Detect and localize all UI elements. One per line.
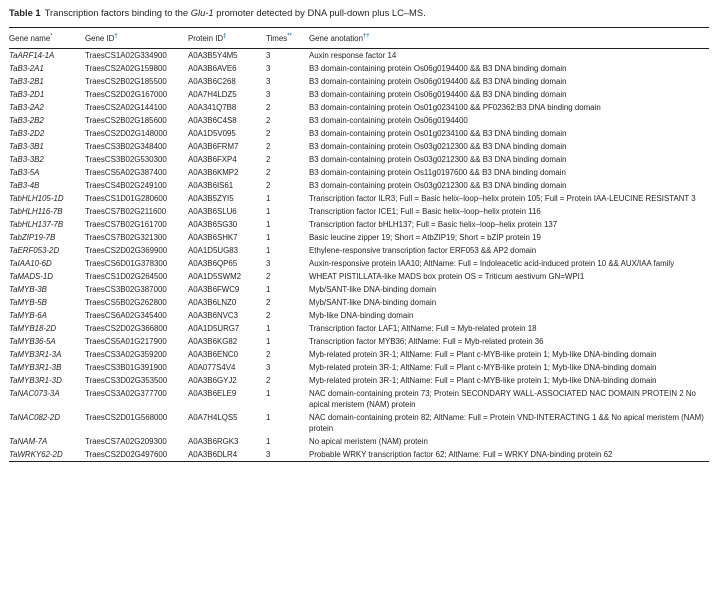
- cell-gene-id: TraesCS3B01G391900: [85, 363, 167, 372]
- cell-gene-id: TraesCS6A02G345400: [85, 311, 167, 320]
- table-row: [9, 166, 709, 179]
- cell-annotation: Basic leucine zipper 19; Short = AtbZIP19; Short = bZIP protein 19: [309, 233, 541, 242]
- cell-gene-id: TraesCS5A01G217900: [85, 337, 167, 346]
- cell-protein-id: A0A3B6GYJ2: [188, 376, 237, 385]
- cell-annotation: B3 domain-containing protein Os06g0194400 && B3 DNA binding domain: [309, 90, 567, 99]
- cell-times: 2: [266, 376, 271, 385]
- cell-annotation: WHEAT PISTILLATA-like MADS box protein OS = Triticum aestivum GN=WPI1: [309, 272, 585, 281]
- cell-times: 3: [266, 450, 271, 459]
- cell-times: 1: [266, 246, 271, 255]
- caption-gene: Glu-1: [190, 7, 214, 18]
- cell-annotation: B3 domain-containing protein Os06g0194400: [309, 116, 468, 125]
- header-gene-name: Gene name*: [9, 32, 53, 43]
- table-row: [9, 374, 709, 387]
- cell-times: 2: [266, 350, 271, 359]
- cell-gene-id: TraesCS3A02G377700: [85, 389, 167, 398]
- cell-protein-id: A0A341Q7B8: [188, 103, 237, 112]
- table-row: [9, 411, 709, 435]
- cell-protein-id: A0A077S4V4: [188, 363, 236, 372]
- cell-protein-id: A0A3B6ELE9: [188, 389, 237, 398]
- table-row: [9, 114, 709, 127]
- cell-times: 3: [266, 77, 271, 86]
- table-row: [9, 49, 709, 63]
- table-row: [9, 361, 709, 374]
- cell-protein-id: A0A3B6DLR4: [188, 450, 238, 459]
- cell-gene-id: TraesCS3B02G530300: [85, 155, 167, 164]
- cell-gene-id: TraesCS2A02G144100: [85, 103, 167, 112]
- cell-annotation: B3 domain-containing protein Os03g0212300 && B3 DNA binding domain: [309, 142, 567, 151]
- table-row: [9, 448, 709, 462]
- table-row: [9, 257, 709, 270]
- cell-annotation: Auxin response factor 14: [309, 51, 397, 60]
- cell-gene-name: TaERF053-2D: [9, 246, 60, 255]
- cell-protein-id: A0A3B6SG30: [188, 220, 238, 229]
- cell-gene-name: TabZIP19-7B: [9, 233, 56, 242]
- cell-annotation: Transcription factor ICE1; Full = Basic helix–loop–helix protein 116: [309, 207, 541, 216]
- cell-gene-name: TaMYB36-5A: [9, 337, 56, 346]
- table-row: [9, 88, 709, 101]
- cell-gene-id: TraesCS2D01G568000: [85, 413, 168, 422]
- cell-gene-name: TaB3-5A: [9, 168, 40, 177]
- cell-gene-id: TraesCS2B02G185600: [85, 116, 167, 125]
- cell-annotation: B3 domain-containing protein Os03g0212300 && B3 DNA binding domain: [309, 181, 567, 190]
- cell-gene-name: TaB3-2D2: [9, 129, 45, 138]
- cell-gene-id: TraesCS3B02G387000: [85, 285, 167, 294]
- table-row: [9, 270, 709, 283]
- cell-times: 3: [266, 64, 271, 73]
- cell-gene-name: TaMYB-3B: [9, 285, 47, 294]
- cell-protein-id: A0A7H4LQS5: [188, 413, 238, 422]
- cell-annotation: NAC domain-containing protein 73; Protein SECONDARY WALL-ASSOCIATED NAC DOMAIN PROTEIN 2 No apical meristem (NAM) protein: [309, 389, 696, 409]
- cell-times: 1: [266, 389, 271, 398]
- cell-annotation: B3 domain-containing protein Os06g0194400 && B3 DNA binding domain: [309, 64, 567, 73]
- table-row: [9, 348, 709, 361]
- cell-gene-name: TabHLH137-7B: [9, 220, 64, 229]
- cell-gene-id: TraesCS3B02G348400: [85, 142, 167, 151]
- table-caption: [9, 7, 709, 19]
- cell-gene-id: TraesCS2D02G148000: [85, 129, 168, 138]
- cell-gene-id: TraesCS3A02G359200: [85, 350, 167, 359]
- cell-times: 2: [266, 298, 271, 307]
- cell-times: 2: [266, 103, 271, 112]
- cell-annotation: Myb/SANT-like DNA-binding domain: [309, 298, 437, 307]
- cell-annotation: B3 domain-containing protein Os06g0194400 && B3 DNA binding domain: [309, 77, 567, 86]
- cell-gene-name: TaB3-2D1: [9, 90, 45, 99]
- cell-times: 1: [266, 337, 271, 346]
- cell-protein-id: A0A3B6SHK7: [188, 233, 238, 242]
- cell-times: 2: [266, 168, 271, 177]
- cell-times: 2: [266, 116, 271, 125]
- table-row: [9, 283, 709, 296]
- cell-gene-name: TaB3-3B1: [9, 142, 44, 151]
- cell-gene-name: TaMYB-6A: [9, 311, 47, 320]
- cell-times: 2: [266, 272, 271, 281]
- cell-annotation: Transcription factor ILR3; Full = Basic helix–loop–helix protein 105; Full = Protein IAA-LEUCINE RESISTANT 3: [309, 194, 696, 203]
- cell-protein-id: A0A3B6C4S8: [188, 116, 237, 125]
- cell-annotation: Myb-related protein 3R-1; AltName: Full = Plant c-MYB-like protein 1; Myb-like DNA-binding domain: [309, 363, 657, 372]
- cell-gene-name: TabHLH116-7B: [9, 207, 63, 216]
- cell-times: 3: [266, 90, 271, 99]
- cell-protein-id: A0A3B6NVC3: [188, 311, 239, 320]
- cell-gene-name: TaNAM-7A: [9, 437, 48, 446]
- table-row: [9, 153, 709, 166]
- cell-times: 3: [266, 51, 271, 60]
- cell-protein-id: A0A3B6QP65: [188, 259, 238, 268]
- cell-protein-id: A0A3B6KG82: [188, 337, 238, 346]
- cell-gene-id: TraesCS2A02G159800: [85, 64, 167, 73]
- cell-times: 1: [266, 413, 271, 422]
- cell-protein-id: A0A3B6RGK3: [188, 437, 239, 446]
- cell-protein-id: A0A3B6FWC9: [188, 285, 240, 294]
- cell-times: 1: [266, 285, 271, 294]
- table-row: [9, 322, 709, 335]
- cell-times: 1: [266, 194, 271, 203]
- cell-gene-name: TaWRKY62-2D: [9, 450, 63, 459]
- cell-annotation: Transcription factor LAF1; AltName: Full = Myb-related protein 18: [309, 324, 537, 333]
- cell-annotation: Myb-related protein 3R-1; AltName: Full = Plant c-MYB-like protein 1; Myb-like DNA-binding domain: [309, 376, 657, 385]
- table-row: [9, 179, 709, 192]
- cell-gene-name: TaIAA10-6D: [9, 259, 52, 268]
- cell-protein-id: A0A7H4LDZ5: [188, 90, 237, 99]
- cell-gene-id: TraesCS2B02G185500: [85, 77, 167, 86]
- cell-times: 2: [266, 181, 271, 190]
- cell-gene-id: TraesCS1D02G264500: [85, 272, 168, 281]
- cell-protein-id: A0A3B5Y4M5: [188, 51, 238, 60]
- cell-times: 1: [266, 324, 271, 333]
- cell-annotation: Auxin-responsive protein IAA10; AltName: Full = Indoleacetic acid-induced protein 10 && AUX/IAA family: [309, 259, 675, 268]
- header-times: Times**: [266, 32, 292, 43]
- cell-gene-id: TraesCS2D02G167000: [85, 90, 168, 99]
- cell-gene-id: TraesCS7B02G321300: [85, 233, 167, 242]
- table-row: [9, 387, 709, 411]
- cell-annotation: B3 domain-containing protein Os01g0234100 && B3 DNA binding domain: [309, 129, 567, 138]
- cell-gene-name: TaNAC073-3A: [9, 389, 60, 398]
- cell-protein-id: A0A3B6ENC0: [188, 350, 239, 359]
- cell-times: 1: [266, 207, 271, 216]
- cell-annotation: Ethylene-responsive transcription factor ERF053 && AP2 domain: [309, 246, 537, 255]
- cell-annotation: Probable WRKY transcription factor 62; AltName: Full = WRKY DNA-binding protein 62: [309, 450, 613, 459]
- cell-annotation: Transcription factor MYB36; AltName: Full = Myb-related protein 36: [309, 337, 544, 346]
- table-label: Table 1: [9, 7, 41, 18]
- cell-protein-id: A0A3B6FXP4: [188, 155, 237, 164]
- table-row: [9, 296, 709, 309]
- caption-text-pre: Transcription factors binding to the: [44, 7, 191, 18]
- table-row: [9, 218, 709, 231]
- cell-gene-name: TaMYB18-2D: [9, 324, 57, 333]
- cell-annotation: B3 domain-containing protein Os03g0212300 && B3 DNA binding domain: [309, 155, 567, 164]
- cell-gene-id: TraesCS2D02G369900: [85, 246, 168, 255]
- cell-gene-id: TraesCS5A02G387400: [85, 168, 167, 177]
- cell-times: 3: [266, 363, 271, 372]
- cell-times: 2: [266, 311, 271, 320]
- cell-gene-id: TraesCS7A02G209300: [85, 437, 167, 446]
- cell-annotation: Myb/SANT-like DNA-binding domain: [309, 285, 437, 294]
- cell-times: 2: [266, 129, 271, 138]
- cell-gene-name: TaMYB3R1-3D: [9, 376, 62, 385]
- caption-text-post: promoter detected by DNA pull-down plus LC–MS.: [213, 7, 426, 18]
- cell-annotation: B3 domain-containing protein Os01g0234100 && PF02362:B3 DNA binding domain: [309, 103, 601, 112]
- cell-gene-name: TaB3-2B2: [9, 116, 44, 125]
- cell-times: 2: [266, 142, 271, 151]
- header-protein-id: Protein ID‡: [188, 32, 227, 43]
- cell-times: 1: [266, 437, 271, 446]
- cell-gene-name: TaARF14-1A: [9, 51, 55, 60]
- table-row: [9, 309, 709, 322]
- cell-times: 1: [266, 233, 271, 242]
- cell-annotation: Myb-related protein 3R-1; AltName: Full = Plant c-MYB-like protein 1; Myb-like DNA-binding domain: [309, 350, 657, 359]
- table-row: [9, 192, 709, 205]
- table-row: [9, 62, 709, 75]
- table-row: [9, 127, 709, 140]
- table-row: [9, 244, 709, 257]
- cell-annotation: Transcription factor bHLH137; Full = Basic helix–loop–helix protein 137: [309, 220, 558, 229]
- cell-gene-id: TraesCS4B02G249100: [85, 181, 167, 190]
- cell-protein-id: A0A3B6AVE6: [188, 64, 237, 73]
- cell-annotation: NAC domain-containing protein 82; AltName: Full = Protein VND-INTERACTING 1 && No apical meristem (NAM) protein: [309, 413, 704, 433]
- cell-protein-id: A0A3B6LNZ0: [188, 298, 237, 307]
- cell-gene-name: TaB3-2A1: [9, 64, 44, 73]
- cell-gene-name: TabHLH105-1D: [9, 194, 64, 203]
- cell-protein-id: A0A1D5URG7: [188, 324, 240, 333]
- cell-gene-id: TraesCS6D01G378300: [85, 259, 168, 268]
- cell-gene-id: TraesCS7B02G211600: [85, 207, 167, 216]
- cell-times: 1: [266, 220, 271, 229]
- cell-annotation: Myb-like DNA-binding domain: [309, 311, 414, 320]
- cell-gene-name: TaNAC082-2D: [9, 413, 61, 422]
- table-row: [9, 140, 709, 153]
- cell-protein-id: A0A3B6IS61: [188, 181, 234, 190]
- table-row: [9, 435, 709, 448]
- cell-gene-id: TraesCS3D02G353500: [85, 376, 168, 385]
- table-body: [9, 49, 709, 462]
- cell-protein-id: A0A3B6C268: [188, 77, 236, 86]
- cell-protein-id: A0A1D5SWM2: [188, 272, 242, 281]
- cell-protein-id: A0A3B6FRM7: [188, 142, 239, 151]
- cell-protein-id: A0A1D5V095: [188, 129, 236, 138]
- cell-protein-id: A0A3B5ZYI5: [188, 194, 234, 203]
- table-row: [9, 101, 709, 114]
- cell-gene-id: TraesCS1D01G280600: [85, 194, 168, 203]
- cell-gene-name: TaMYB3R1-3B: [9, 363, 62, 372]
- table-row: [9, 75, 709, 88]
- transcription-factor-table: [9, 27, 709, 462]
- cell-gene-name: TaMADS-1D: [9, 272, 53, 281]
- cell-annotation: No apical meristem (NAM) protein: [309, 437, 428, 446]
- table-row: [9, 205, 709, 218]
- cell-protein-id: A0A3B6KMP2: [188, 168, 239, 177]
- cell-protein-id: A0A3B6SLU6: [188, 207, 237, 216]
- cell-gene-name: TaMYB-5B: [9, 298, 47, 307]
- cell-gene-id: TraesCS5B02G262800: [85, 298, 167, 307]
- cell-gene-name: TaB3-2B1: [9, 77, 44, 86]
- cell-gene-id: TraesCS1A02G334900: [85, 51, 167, 60]
- header-row: [9, 28, 709, 49]
- cell-gene-name: TaB3-2A2: [9, 103, 44, 112]
- cell-protein-id: A0A1D5UG83: [188, 246, 239, 255]
- header-gene-id: Gene ID†: [85, 32, 118, 43]
- cell-gene-name: TaMYB3R1-3A: [9, 350, 62, 359]
- cell-gene-name: TaB3-4B: [9, 181, 40, 190]
- table-row: [9, 335, 709, 348]
- cell-times: 3: [266, 259, 271, 268]
- cell-gene-id: TraesCS2D02G366800: [85, 324, 168, 333]
- table-row: [9, 231, 709, 244]
- cell-gene-id: TraesCS7B02G161700: [85, 220, 167, 229]
- header-annotation: Gene anotation††: [309, 32, 370, 43]
- cell-gene-name: TaB3-3B2: [9, 155, 44, 164]
- cell-times: 2: [266, 155, 271, 164]
- cell-annotation: B3 domain-containing protein Os11g0197600 && B3 DNA binding domain: [309, 168, 566, 177]
- cell-gene-id: TraesCS2D02G497600: [85, 450, 168, 459]
